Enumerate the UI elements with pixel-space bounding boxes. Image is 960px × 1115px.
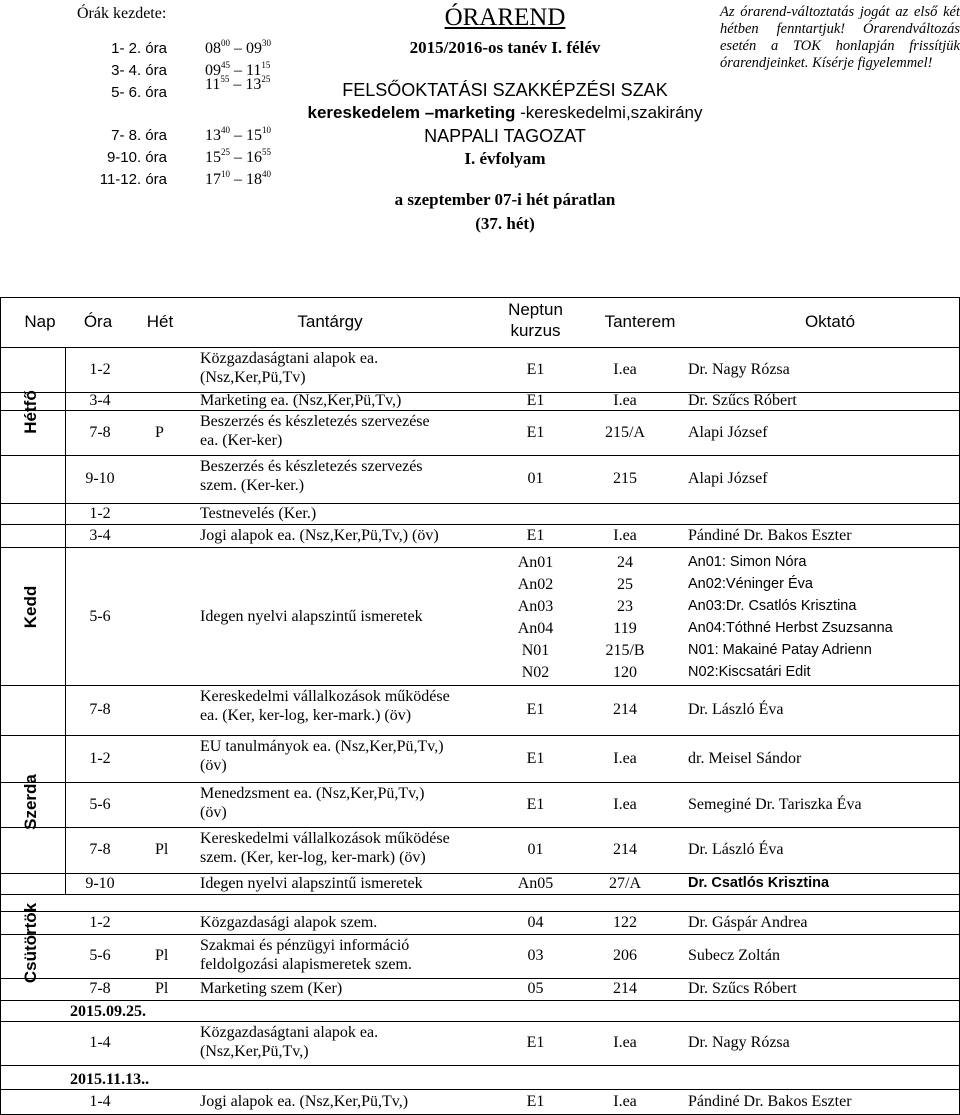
row-2-tantargy: Marketing ea. (Nsz,Ker,Pü,Tv,) xyxy=(200,392,402,409)
row-7-kurzus: An01 xyxy=(517,554,554,571)
row-10-kurzus: E1 xyxy=(526,795,545,813)
row-11-het: Pl xyxy=(155,841,169,858)
row-9-ora: 1-2 xyxy=(89,749,111,767)
row-11-tantargy-1: Kereskedelmi vállalkozások működése xyxy=(200,830,450,847)
row-17-ora: 1-4 xyxy=(89,1092,111,1110)
specialization-rest: -kereskedelmi,szakirány xyxy=(515,103,703,122)
row-9-kurzus: E1 xyxy=(526,749,545,767)
grid-line xyxy=(0,827,960,828)
lesson-label: 9-10. óra xyxy=(106,149,167,166)
header-neptun-2: kurzus xyxy=(510,321,561,340)
row-4-terem: 215 xyxy=(613,470,637,487)
row-13-kurzus: 04 xyxy=(527,913,544,931)
row-16-ora: 1-4 xyxy=(89,1034,111,1051)
week-number: (37. hét) xyxy=(475,214,535,233)
grid-line xyxy=(0,547,960,548)
day-csutortok: Csütörtök xyxy=(21,902,40,984)
row-8-tantargy-1: Kereskedelmi vállalkozások működése xyxy=(200,688,450,705)
row-5-tantargy: Testnevelés (Ker.) xyxy=(200,504,317,522)
row-17-oktato: Pándiné Dr. Bakos Eszter xyxy=(688,1092,852,1110)
academic-year: 2015/2016-os tanév I. félév xyxy=(409,38,601,57)
row-9-oktato: dr. Meisel Sándor xyxy=(688,749,802,767)
row-16-tantargy-1: Közgazdaságtani alapok ea. xyxy=(200,1024,379,1041)
row-6-tantargy: Jogi alapok ea. (Nsz,Ker,Pü,Tv,) (öv) xyxy=(200,526,439,544)
grade: I. évfolyam xyxy=(464,149,546,168)
row-9-tantargy-2: (öv) xyxy=(200,757,227,774)
row-16-kurzus: E1 xyxy=(526,1034,545,1051)
row-8-oktato: Dr. László Éva xyxy=(688,701,784,718)
lesson-times-title: Órák kezdete: xyxy=(77,5,167,22)
row-6-kurzus: E1 xyxy=(526,526,545,544)
lesson-time-range: $09^{45} - 11^{15}$ xyxy=(205,60,271,79)
row-7-ora: 5-6 xyxy=(89,608,111,625)
row-6-terem: I.ea xyxy=(613,526,637,544)
row-7-oktato: An04:Tóthné Herbst Zsuzsanna xyxy=(688,620,893,636)
row-2-oktato: Dr. Szűcs Róbert xyxy=(688,392,797,409)
specialization-main: kereskedelem –marketing xyxy=(307,103,516,122)
grid-line xyxy=(0,1089,960,1090)
row-10-ora: 5-6 xyxy=(89,795,111,813)
grid-line xyxy=(0,782,960,783)
day-kedd: Kedd xyxy=(21,585,40,629)
specialization xyxy=(300,103,710,123)
row-7-kurzus: An02 xyxy=(517,576,554,593)
row-1-terem: I.ea xyxy=(613,360,637,378)
timetable xyxy=(0,297,960,1115)
header-het: Hét xyxy=(146,312,174,331)
row-17-terem: I.ea xyxy=(613,1092,637,1110)
row-2-ora: 3-4 xyxy=(89,392,111,409)
change-notice: Az órarend-változtatás jogát az első két hétben fenntartjuk! Órarendváltozás esetén a TOK honlapján frissítjük órarendjeinket. Kísérje figyelemmel! xyxy=(720,4,960,71)
row-1-tantargy-1: Közgazdaságtani alapok ea. xyxy=(200,350,379,367)
row-10-oktato: Semeginé Dr. Tariszka Éva xyxy=(688,795,862,813)
lesson-label: 11-12. óra xyxy=(99,171,167,188)
program-name: FELSŐOKTATÁSI SZAKKÉPZÉSI SZAK xyxy=(342,80,668,100)
row-2-kurzus: E1 xyxy=(526,392,545,409)
header-neptun-1: Neptun xyxy=(508,300,563,319)
row-7-oktato: An01: Simon Nóra xyxy=(688,554,807,570)
row-3-ora: 7-8 xyxy=(89,423,111,441)
grid-line xyxy=(0,978,960,979)
row-17-tantargy: Jogi alapok ea. (Nsz,Ker,Pü,Tv,) xyxy=(200,1092,409,1110)
row-7-oktato: An03:Dr. Csatlós Krisztina xyxy=(688,598,857,614)
row-4-tantargy-1: Beszerzés és készletezés szervezés xyxy=(200,458,423,475)
row-7-terem: 25 xyxy=(617,576,633,593)
row-4-ora: 9-10 xyxy=(85,470,115,487)
row-3-kurzus: E1 xyxy=(526,423,545,441)
page-title: ÓRAREND xyxy=(444,4,566,31)
lesson-time-range: $15^{25} - 16^{55}$ xyxy=(205,147,271,166)
grid-line xyxy=(0,297,1,1114)
row-13-oktato: Dr. Gáspár Andrea xyxy=(688,913,808,931)
grid-line xyxy=(0,1065,960,1066)
row-3-terem: 215/A xyxy=(605,423,645,441)
row-13-terem: 122 xyxy=(613,913,637,931)
row-1-oktato: Dr. Nagy Rózsa xyxy=(688,360,790,378)
row-8-ora: 7-8 xyxy=(89,701,111,718)
row-12-kurzus: An05 xyxy=(517,875,554,892)
row-10-terem: I.ea xyxy=(613,795,637,813)
row-14-kurzus: 03 xyxy=(527,947,544,964)
row-14-tantargy-2: feldolgozási alapismeretek szem. xyxy=(200,956,412,973)
lesson-time-range: $08^{00} - 09^{30}$ xyxy=(205,38,271,57)
row-4-oktato: Alapi József xyxy=(688,470,768,487)
row-15-terem: 214 xyxy=(613,980,637,997)
header-tantargy: Tantárgy xyxy=(297,312,363,331)
row-7-terem: 120 xyxy=(613,664,637,681)
row-12-tantargy: Idegen nyelvi alapszintű ismeretek xyxy=(200,875,423,892)
row-7-oktato: N02:Kiscsatári Edit xyxy=(688,664,811,680)
row-14-ora: 5-6 xyxy=(89,947,111,964)
row-4-tantargy-2: szem. (Ker-ker.) xyxy=(200,477,305,494)
row-14-oktato: Subecz Zoltán xyxy=(688,947,780,964)
row-9-tantargy-1: EU tanulmányok ea. (Nsz,Ker,Pü,Tv,) xyxy=(200,738,444,755)
row-11-tantargy-2: szem. (Ker, ker-log, ker-mark) (öv) xyxy=(200,849,426,866)
lesson-time-range: $11^{55} - 13^{25}$ xyxy=(205,74,271,93)
grid-line xyxy=(0,347,960,348)
row-11-oktato: Dr. László Éva xyxy=(688,841,784,858)
row-7-oktato: N01: Makainé Patay Adrienn xyxy=(688,642,872,658)
grid-line xyxy=(0,455,960,456)
row-16-terem: I.ea xyxy=(613,1034,637,1051)
row-16-tantargy-2: (Nsz,Ker,Pü,Tv,) xyxy=(200,1043,309,1060)
grid-line xyxy=(0,503,960,504)
lesson-time-range: $17^{10} - 18^{40}$ xyxy=(205,169,271,188)
grid-line xyxy=(0,934,960,935)
day-hetfo: Hétfő xyxy=(21,390,40,434)
lesson-label: 7- 8. óra xyxy=(111,127,167,144)
row-15-ora: 7-8 xyxy=(89,980,111,997)
grid-line xyxy=(0,1021,960,1022)
lesson-label: 5- 6. óra xyxy=(111,84,167,101)
row-17-kurzus: E1 xyxy=(526,1092,545,1110)
row-3-oktato: Alapi József xyxy=(688,423,768,441)
date-1: 2015.09.25. xyxy=(70,1003,146,1020)
row-12-oktato: Dr. Csatlós Krisztina xyxy=(688,875,830,891)
row-7-kurzus: N02 xyxy=(521,664,550,681)
week-info: a szeptember 07-i hét páratlan xyxy=(394,190,616,209)
row-1-tantargy-2: (Nsz,Ker,Pü,Tv) xyxy=(200,369,306,386)
day-szerda: Szerda xyxy=(21,774,40,830)
header-nap: Nap xyxy=(24,312,56,331)
grid-line xyxy=(0,735,960,736)
row-7-oktato: An02:Véninger Éva xyxy=(688,576,813,592)
row-1-ora: 1-2 xyxy=(89,360,111,378)
grid-line xyxy=(0,392,960,393)
row-7-terem: 24 xyxy=(617,554,633,571)
header-oktato: Oktató xyxy=(804,312,856,331)
row-8-terem: 214 xyxy=(613,701,637,718)
row-7-kurzus: An03 xyxy=(517,598,554,615)
row-7-kurzus: An04 xyxy=(517,620,554,637)
row-10-tantargy-2: (öv) xyxy=(200,804,227,821)
lesson-label: 1- 2. óra xyxy=(111,40,167,57)
lesson-time-range: $13^{40} - 15^{10}$ xyxy=(205,125,271,144)
row-15-oktato: Dr. Szűcs Róbert xyxy=(688,980,797,997)
row-15-het: Pl xyxy=(155,980,169,997)
row-12-terem: 27/A xyxy=(609,875,641,892)
header-tanterem: Tanterem xyxy=(604,312,676,331)
grid-line xyxy=(0,685,960,686)
row-7-tantargy: Idegen nyelvi alapszintű ismeretek xyxy=(200,608,423,625)
row-4-kurzus: 01 xyxy=(527,470,544,487)
grid-line xyxy=(0,911,960,912)
row-7-terem: 23 xyxy=(617,598,633,615)
row-3-tantargy-2: ea. (Ker-ker) xyxy=(200,432,283,449)
row-2-terem: I.ea xyxy=(613,392,637,409)
row-7-terem: 215/B xyxy=(605,642,645,659)
row-13-ora: 1-2 xyxy=(89,913,111,931)
row-12-ora: 9-10 xyxy=(85,875,115,892)
row-8-tantargy-2: ea. (Ker, ker-log, ker-mark.) (öv) xyxy=(200,707,412,724)
row-16-oktato: Dr. Nagy Rózsa xyxy=(688,1034,790,1051)
grid-line xyxy=(0,297,960,298)
grid-line xyxy=(0,1000,960,1001)
row-11-kurzus: 01 xyxy=(527,841,544,858)
row-5-ora: 1-2 xyxy=(89,504,111,522)
row-1-kurzus: E1 xyxy=(526,360,545,378)
row-13-tantargy: Közgazdasági alapok szem. xyxy=(200,913,378,931)
row-6-ora: 3-4 xyxy=(89,526,111,544)
row-14-terem: 206 xyxy=(613,947,637,964)
study-mode: NAPPALI TAGOZAT xyxy=(424,126,586,146)
row-6-oktato: Pándiné Dr. Bakos Eszter xyxy=(688,526,852,544)
row-9-terem: I.ea xyxy=(613,749,637,767)
header-ora: Óra xyxy=(83,312,113,331)
row-7-kurzus: N01 xyxy=(521,642,550,659)
row-15-tantargy: Marketing szem (Ker) xyxy=(200,980,343,997)
row-8-kurzus: E1 xyxy=(526,701,545,718)
row-7-terem: 119 xyxy=(613,620,637,637)
row-14-het: Pl xyxy=(155,947,169,964)
row-11-terem: 214 xyxy=(613,841,637,858)
lesson-label: 3- 4. óra xyxy=(111,62,167,79)
row-3-het: P xyxy=(155,423,164,441)
date-2: 2015.11.13.. xyxy=(70,1071,150,1088)
row-14-tantargy-1: Szakmai és pénzügyi információ xyxy=(200,937,410,954)
row-15-kurzus: 05 xyxy=(527,980,544,997)
row-10-tantargy-1: Menedzsment ea. (Nsz,Ker,Pü,Tv,) xyxy=(200,785,425,802)
grid-line xyxy=(0,410,960,411)
grid-line xyxy=(0,894,960,895)
row-3-tantargy-1: Beszerzés és készletezés szervezése xyxy=(200,413,430,430)
row-11-ora: 7-8 xyxy=(89,841,111,858)
